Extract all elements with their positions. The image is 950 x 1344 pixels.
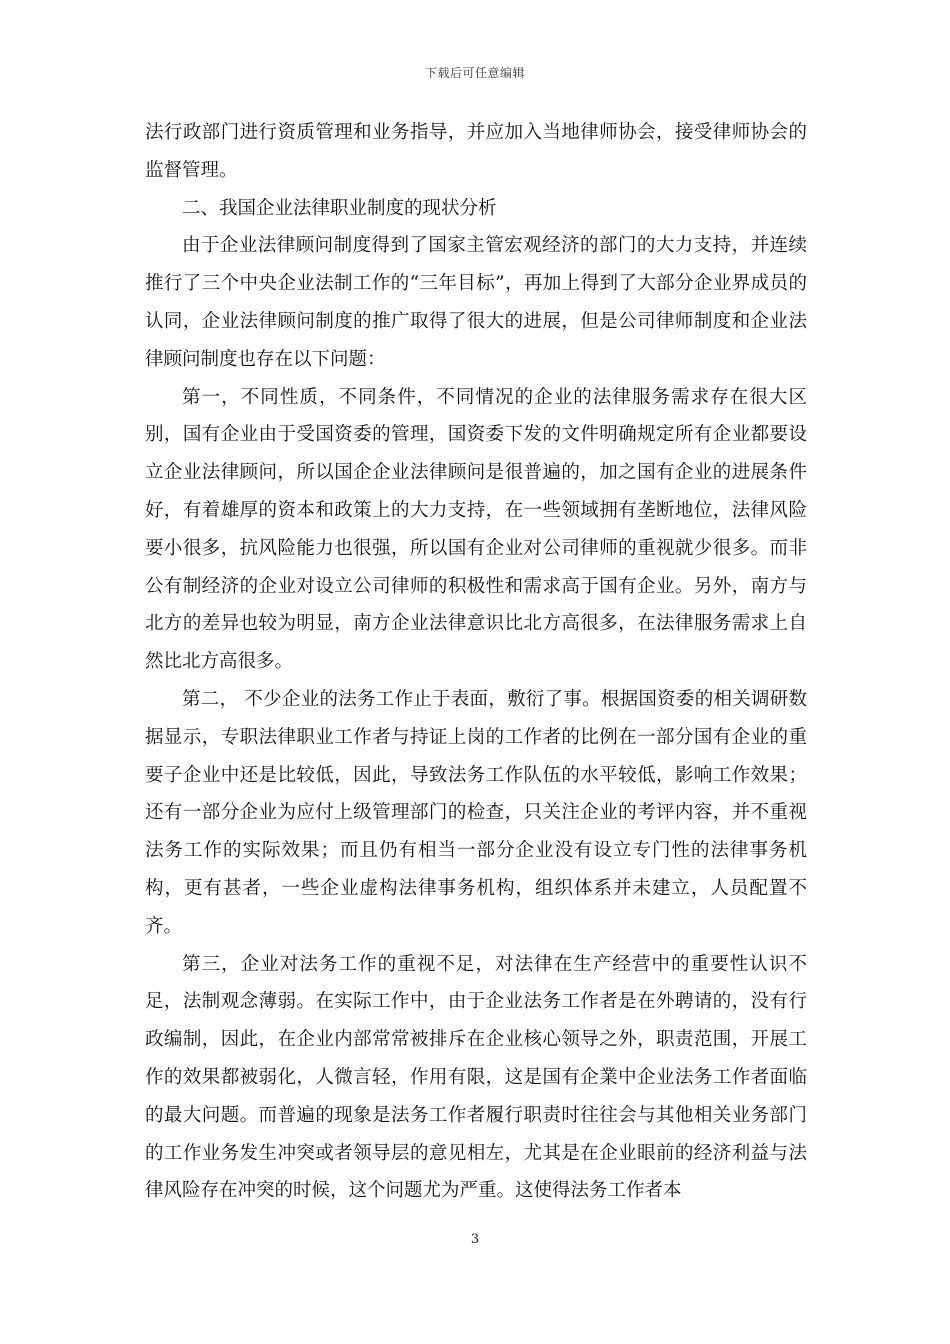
body-text — [145, 114, 807, 1210]
paragraph-continuation: 法行政部门进行资质管理和业务指导，并应加入当地律师协会，接受律师协会的监督管理。 — [145, 122, 807, 181]
paragraph-first-point: 第一，不同性质，不同条件，不同情况的企业的法律服务需求存在很大区别，国有企业由于受国资委的管理，国资委下发的文件明确规定所有企业都要设立企业法律顾问，所以国企企业法律顾问是很普遍的，加之国有企业的进展条件好，有着雄厚的资本和政策上的大力支持，在一些领域拥有垄断地位，法律风险要小很多，抗风险能力也很强，所以国有企业对公司律师的重视就少很多。而非公有制经济的企业对设立公司律师的积极性和需求高于国有企业。另外，南方与北方的差异也较为明显，南方企业法律意识比北方高很多，在法律服务需求上自然比北方高很多。 — [145, 386, 807, 673]
paragraph-second-point: 第二， 不少企业的法务工作止于表面，敷衍了事。根据国资委的相关调研数据显示，专职法律职业工作者与持证上岗的工作者的比例在一部分国有企业的重要子企业中还是比较低，因此，导致法务工作队伍的水平较低，影响工作效果；还有一部分企业为应付上级管理部门的检查，只关注企业的考评内容，并不重视法务工作的实际效果；而且仍有相当一部分企业没有设立专门性的法律事务机构，更有甚者，一些企业虚构法律事务机构，组织体系并未建立，人员配置不齐。 — [145, 688, 807, 937]
page-header: 下载后可任意编辑 — [424, 66, 525, 80]
section-heading: 二、我国企业法律职业制度的现状分析 — [182, 197, 497, 219]
paragraph-third-point: 第三，企业对法务工作的重视不足，对法律在生产经营中的重要性认识不足，法制观念薄弱。在实际工作中，由于企业法务工作者是在外聘请的，没有行政编制，因此，在企业内部常常被排斥在企业核心领导之外，职责范围，开展工作的效果都被弱化，人微言轻，作用有限，这是国有企業中企业法务工作者面临的最大问题。而普遍的现象是法务工作者履行职责时往往会与其他相关业务部门的工作业务发生冲突或者领导层的意见相左，尤其是在企业眼前的经济利益与法律风险存在冲突的时候，这个问题尤为严重。这使得法务工作者本 — [145, 953, 807, 1202]
paragraph-intro: 由于企业法律顾问制度得到了国家主管宏观经济的部门的大力支持，并连续推行了三个中央企业法制工作的“三年目标”，再加上得到了大部分企业界成员的认同，企业法律顾问制度的推广取得了很大的进展，但是公司律师制度和企业法律顾问制度也存在以下问题： — [145, 235, 807, 370]
page-number: 3 — [470, 1232, 480, 1247]
